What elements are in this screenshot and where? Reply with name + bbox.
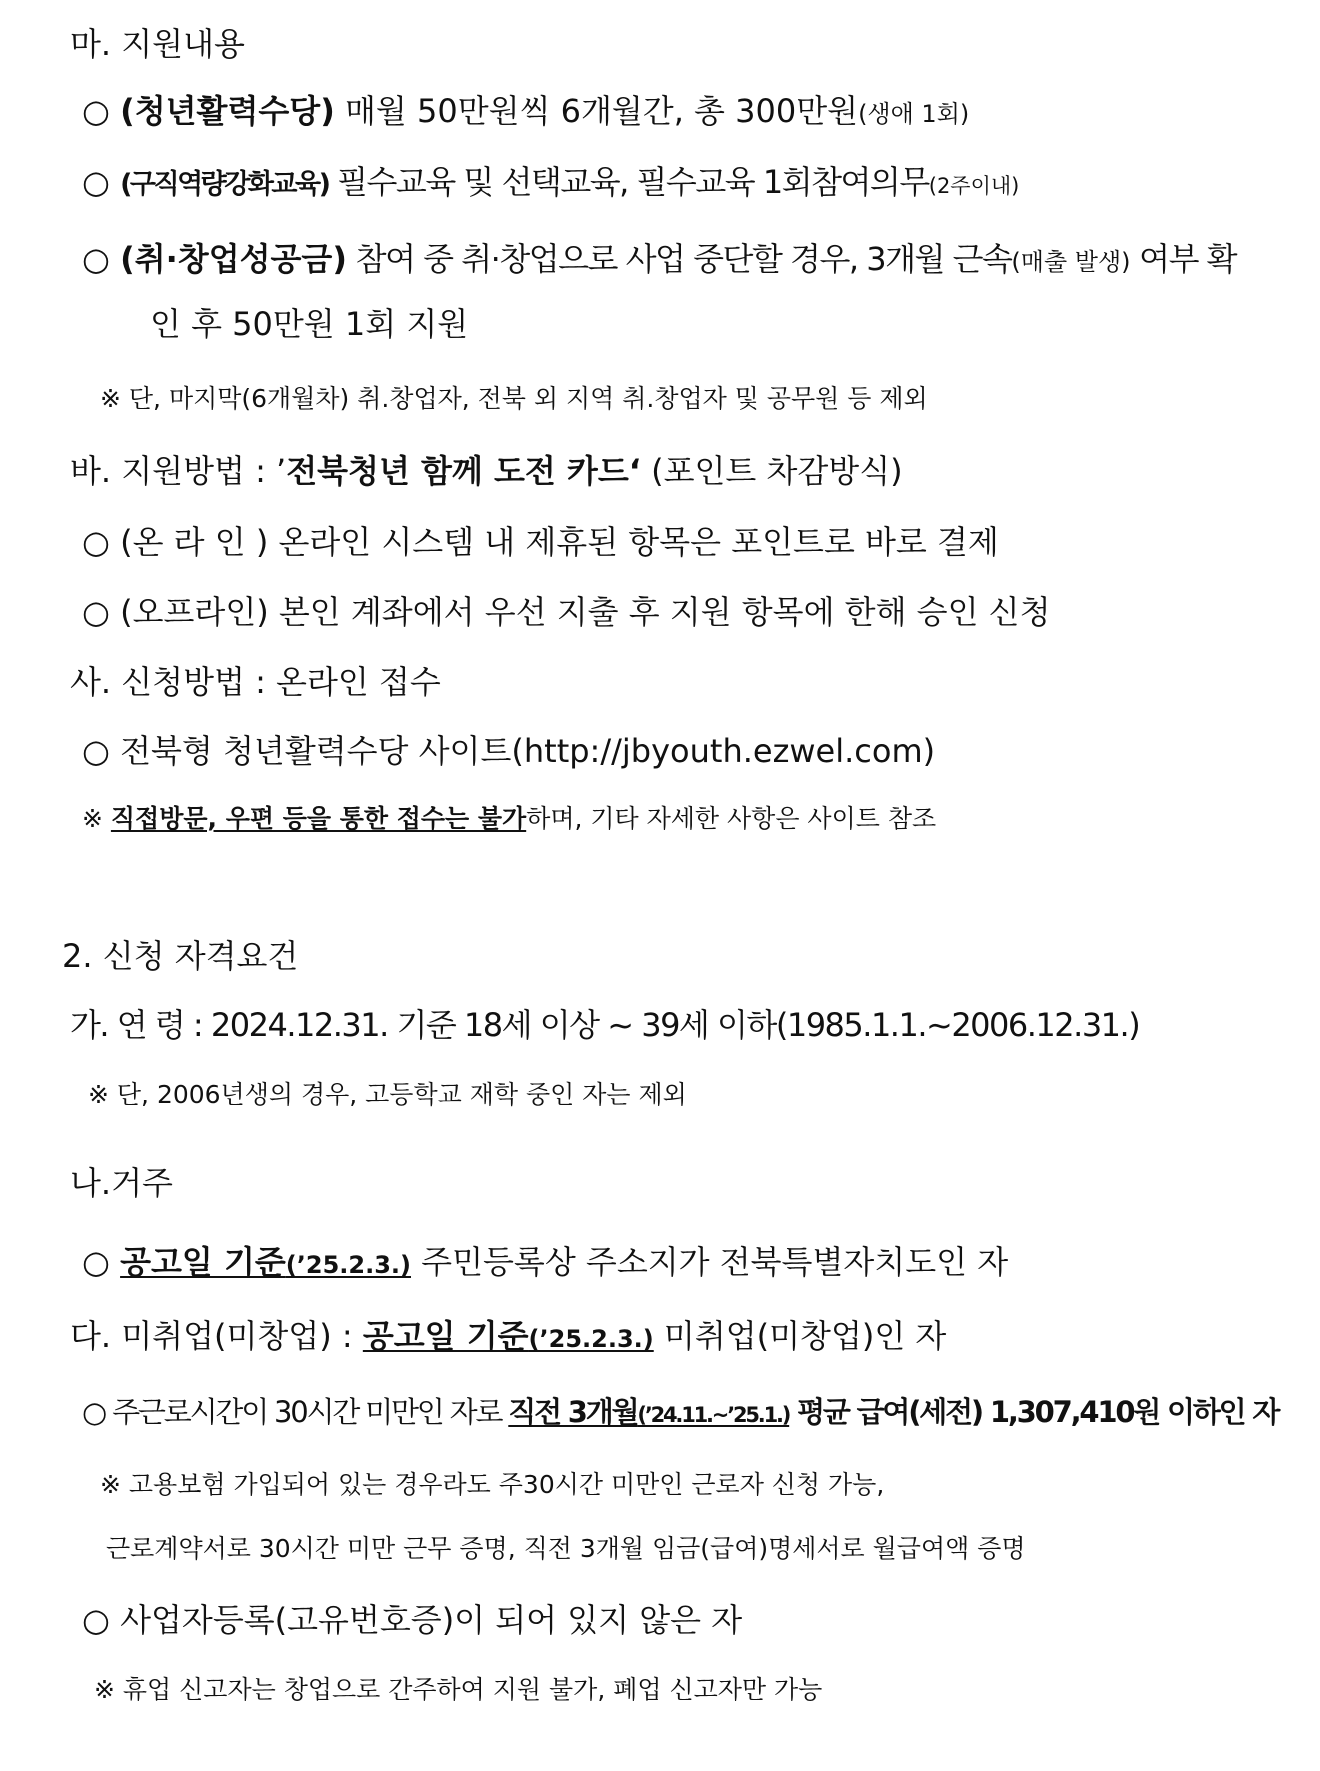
item-label: (취·창업성공금) <box>120 240 347 278</box>
announce-basis: 공고일 기준 <box>362 1317 529 1355</box>
announce-basis: 공고일 기준 <box>120 1243 286 1281</box>
bullet: ○ <box>82 240 121 278</box>
section-heading-ma: 마. 지원내용 <box>70 25 245 63</box>
list-item-no-business-registration: ○ 사업자등록(고유번호증)이 되어 있지 않은 자 <box>82 1601 743 1639</box>
bullet: ○ <box>82 92 121 130</box>
note-no-visit <box>82 806 936 831</box>
heading-card-name: 전북청년 함께 도전 카드‘ <box>286 452 641 490</box>
item-label: (청년활력수당) <box>120 92 335 130</box>
eligibility-age: 가. 연 령 : 2024.12.31. 기준 18세 이상 ~ 39세 이하(1985.1.1.~2006.12.31.) <box>70 1006 1140 1044</box>
section-heading-eligibility: 2. 신청 자격요건 <box>62 937 299 975</box>
announce-date: (’25.2.3.) <box>285 1251 411 1279</box>
item-label: (구직역량강화교육) <box>120 169 329 200</box>
item-text-2: 여부 확 <box>1130 240 1237 278</box>
announce-date: (’25.2.3.) <box>528 1325 654 1353</box>
note-suffix: 하며, 기타 자세한 사항은 사이트 참조 <box>526 804 937 833</box>
residence-text: 주민등록상 주소지가 전북특별자치도인 자 <box>411 1243 1009 1281</box>
list-item-success-grant-continued: 인 후 50만원 1회 지원 <box>150 305 469 343</box>
list-item-success-grant <box>82 240 1237 278</box>
bullet: ○ <box>82 163 121 201</box>
average-pay-limit: 평균 급여(세전) 1,307,410원 이하인 자 <box>789 1395 1279 1429</box>
work-hours-text: ○ 주근로시간이 30시간 미만인 자로 <box>82 1395 509 1429</box>
heading-suffix: 미취업(미창업)인 자 <box>653 1317 947 1355</box>
eligibility-unemployed-heading <box>70 1317 947 1355</box>
note-employment-insurance: ※ 고용보험 가입되어 있는 경우라도 주30시간 미만인 근로자 신청 가능, <box>100 1470 885 1499</box>
item-small-text: (매출 발생) <box>1011 248 1131 276</box>
heading-suffix: (포인트 차감방식) <box>640 452 903 490</box>
note-exclusion: ※ 단, 마지막(6개월차) 취.창업자, 전북 외 지역 취.창업자 및 공무원 등 제외 <box>100 384 928 413</box>
item-text: 참여 중 취·창업으로 사업 중단할 경우, 3개월 근속 <box>346 240 1012 278</box>
recent-three-months: 직전 3개월 <box>508 1395 638 1429</box>
list-item-youth-allowance <box>82 92 970 130</box>
note-age-exclusion: ※ 단, 2006년생의 경우, 고등학교 재학 중인 자는 제외 <box>88 1080 687 1109</box>
item-text: 매월 50만원씩 6개월간, 총 300만원 <box>334 92 859 130</box>
list-item-residence <box>82 1243 1009 1281</box>
heading-prefix: 바. 지원방법 : ’ <box>70 452 287 490</box>
eligibility-residence-heading: 나.거주 <box>70 1164 173 1202</box>
note-prefix: ※ <box>82 804 111 833</box>
list-item-job-training <box>82 163 1020 201</box>
note-proof-documents: 근로계약서로 30시간 미만 근무 증명, 직전 3개월 임금(급여)명세서로 월급여액 증명 <box>106 1534 1026 1563</box>
item-small-text: (생애 1회) <box>858 100 970 128</box>
note-bold-underlined: 직접방문, 우편 등을 통한 접수는 불가 <box>110 804 527 833</box>
list-item-work-hours <box>82 1395 1279 1429</box>
section-heading-sa: 사. 신청방법 : 온라인 접수 <box>70 663 441 701</box>
note-business-closure: ※ 휴업 신고자는 창업으로 간주하여 지원 불가, 폐업 신고자만 가능 <box>94 1675 823 1704</box>
item-text: 필수교육 및 선택교육, 필수교육 1회참여의무 <box>328 163 929 201</box>
heading-prefix: 다. 미취업(미창업) : <box>70 1317 363 1355</box>
list-item-site: ○ 전북형 청년활력수당 사이트(http://jbyouth.ezwel.com) <box>82 732 936 770</box>
list-item-online: ○ (온 라 인 ) 온라인 시스템 내 제휴된 항목은 포인트로 바로 결제 <box>82 523 999 561</box>
recent-period: (’24.11.~’25.1.) <box>637 1403 790 1427</box>
list-item-offline: ○ (오프라인) 본인 계좌에서 우선 지출 후 지원 항목에 한해 승인 신청 <box>82 593 1051 631</box>
item-small-text: (2주이내) <box>928 174 1020 198</box>
section-heading-ba <box>70 452 903 490</box>
bullet: ○ <box>82 1243 121 1281</box>
